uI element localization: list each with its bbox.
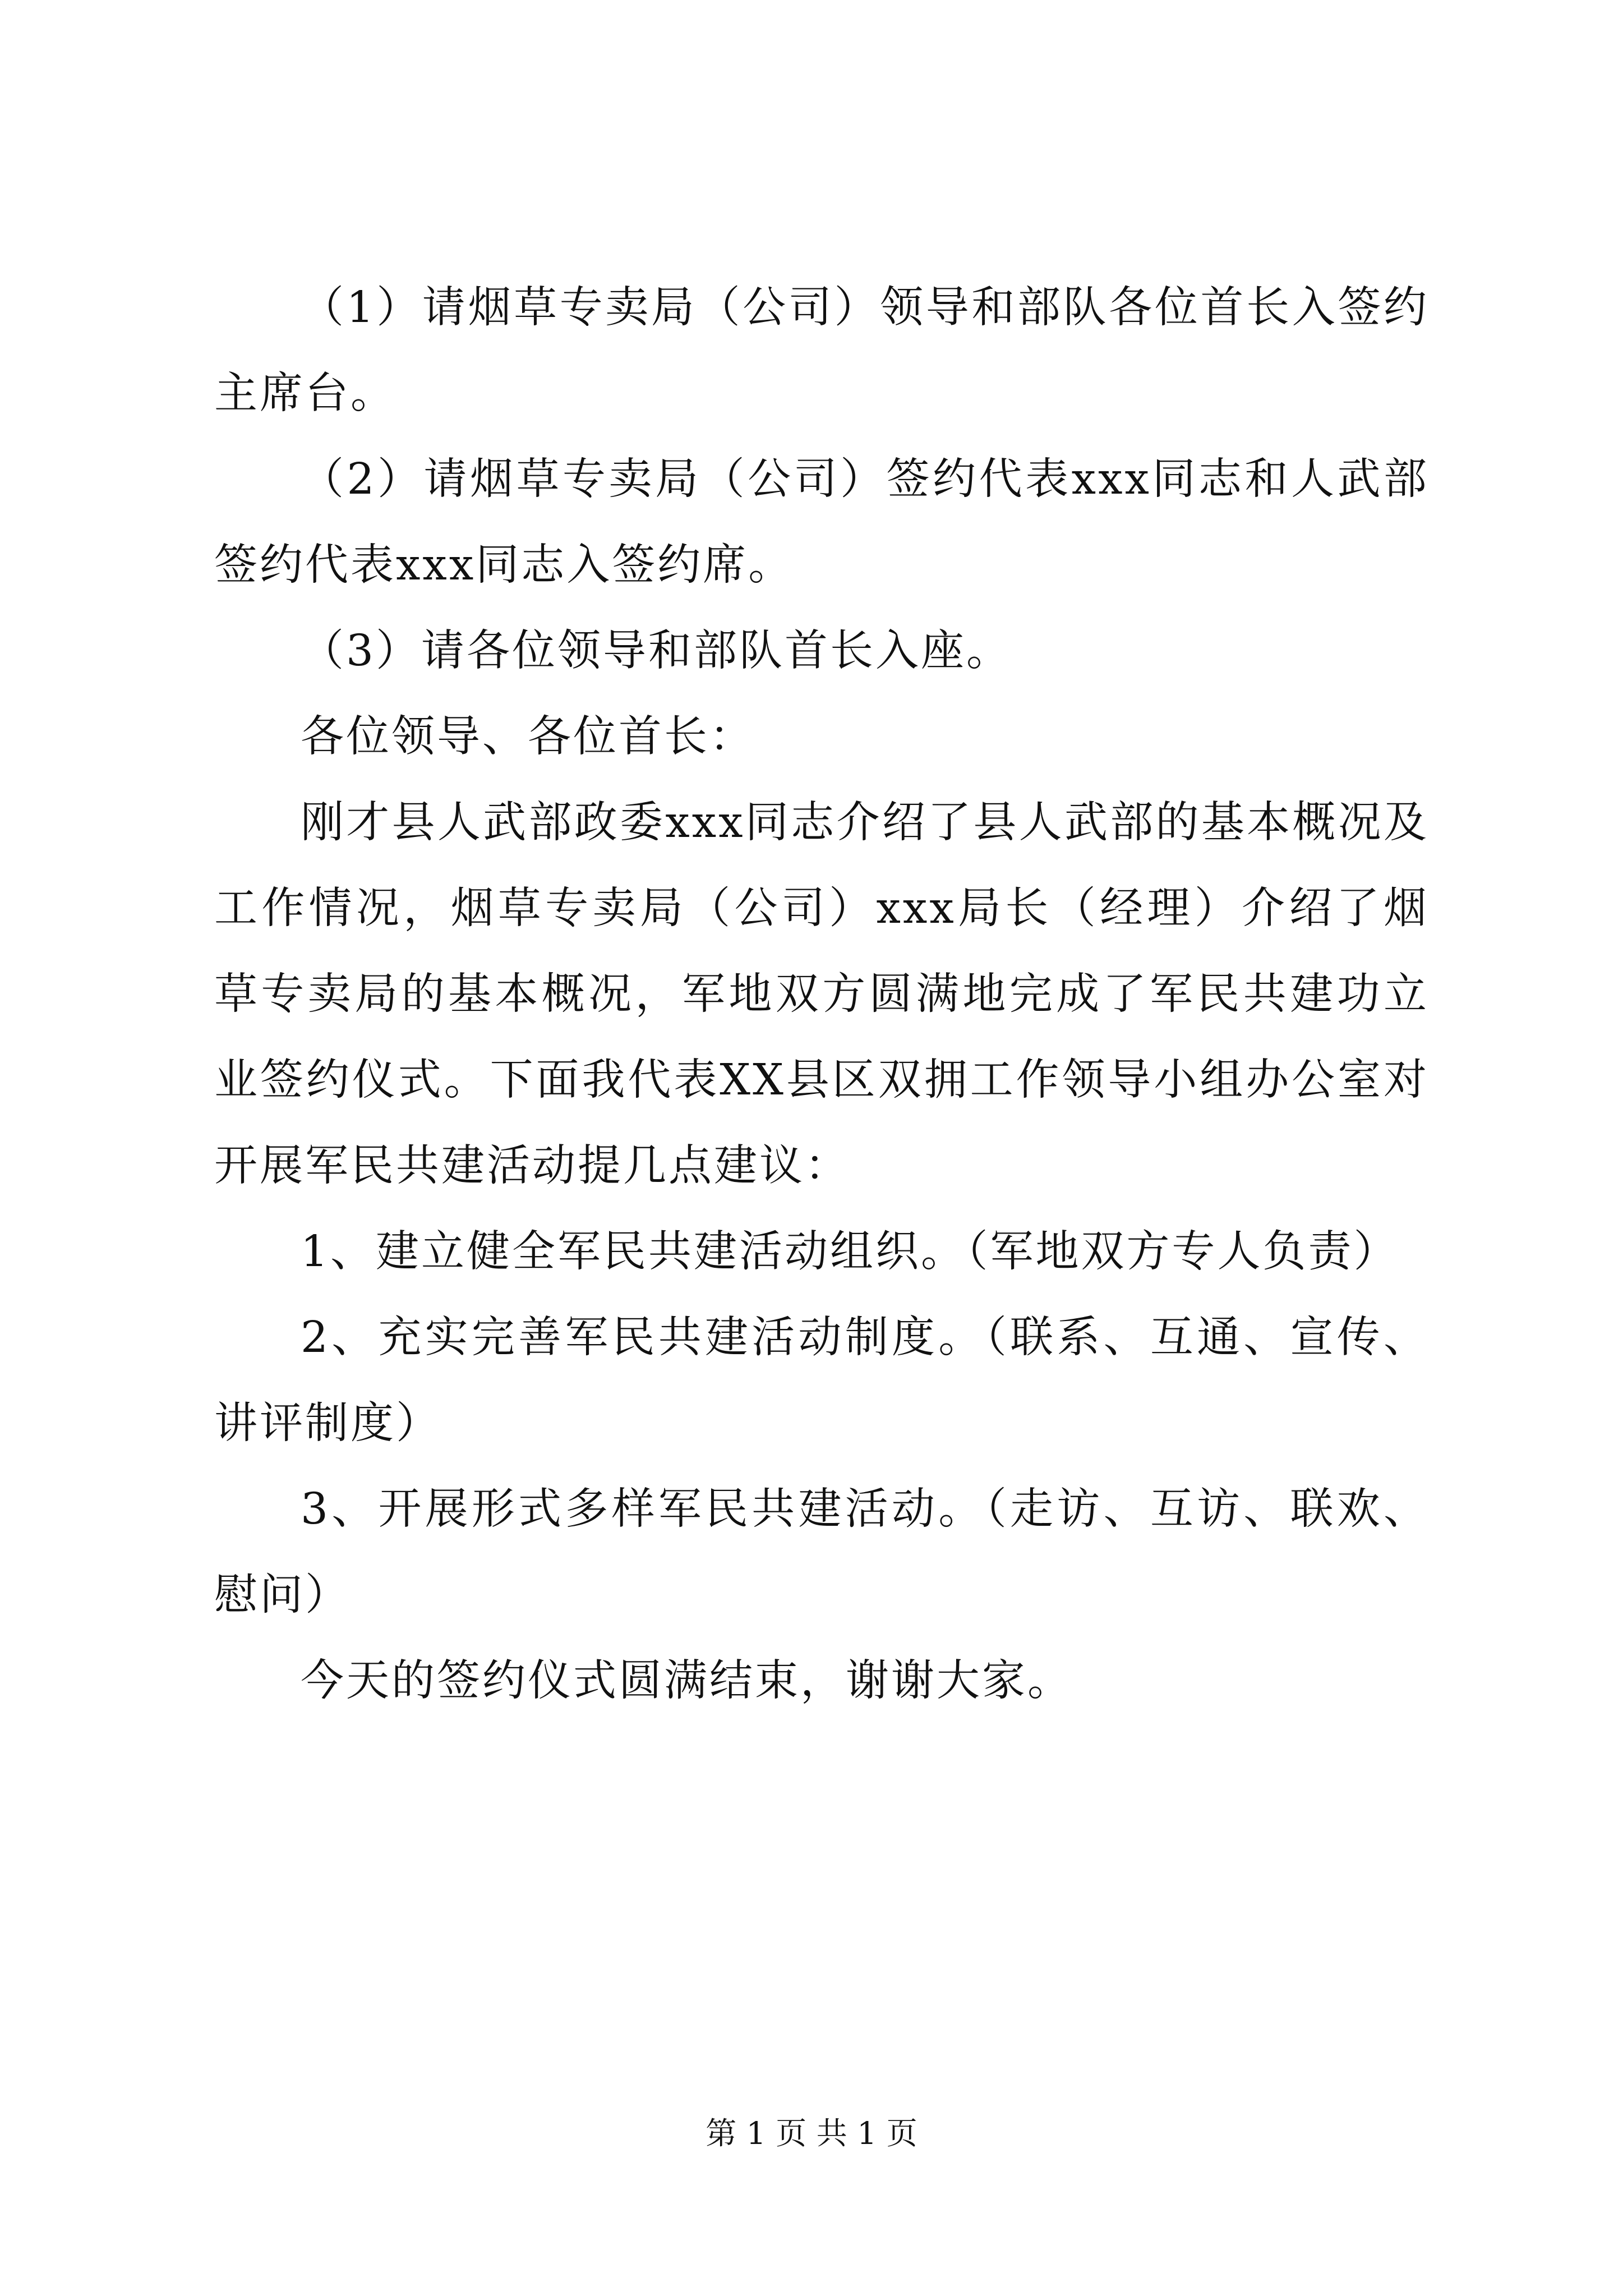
- paragraph-closing: 今天的签约仪式圆满结束，谢谢大家。: [301, 1656, 1073, 1706]
- page-number-footer: 第 1 页 共 1 页: [706, 2115, 917, 2151]
- document-body: [214, 265, 1429, 1724]
- paragraph-seating-head-table: （1）请烟草专卖局（公司）领导和部队各位首长入签约主席台。: [214, 283, 1429, 418]
- paragraph-seating-leaders: （3）请各位领导和部队首长入座。: [301, 626, 1012, 676]
- paragraph-suggestion-1: 1、建立健全军民共建活动组织。（军地双方专人负责）: [301, 1227, 1399, 1277]
- paragraph-suggestion-3: 3、开展形式多样军民共建活动。（走访、互访、联欢、慰问）: [214, 1484, 1429, 1620]
- paragraph-introduction: 刚才县人武部政委xxx同志介绍了县人武部的基本概况及工作情况，烟草专卖局（公司）xxx局长（经理）介绍了烟草专卖局的基本概况，军地双方圆满地完成了军民共建功立业签约仪式。下面我代表XX县区双拥工作领导小组办公室对开展军民共建活动提几点建议：: [214, 798, 1429, 1191]
- paragraph-greeting: 各位领导、各位首长：: [301, 712, 755, 762]
- paragraph-seating-signatories: （2）请烟草专卖局（公司）签约代表xxx同志和人武部签约代表xxx同志入签约席。: [214, 454, 1429, 590]
- paragraph-suggestion-2: 2、充实完善军民共建活动制度。（联系、互通、宣传、讲评制度）: [214, 1313, 1429, 1448]
